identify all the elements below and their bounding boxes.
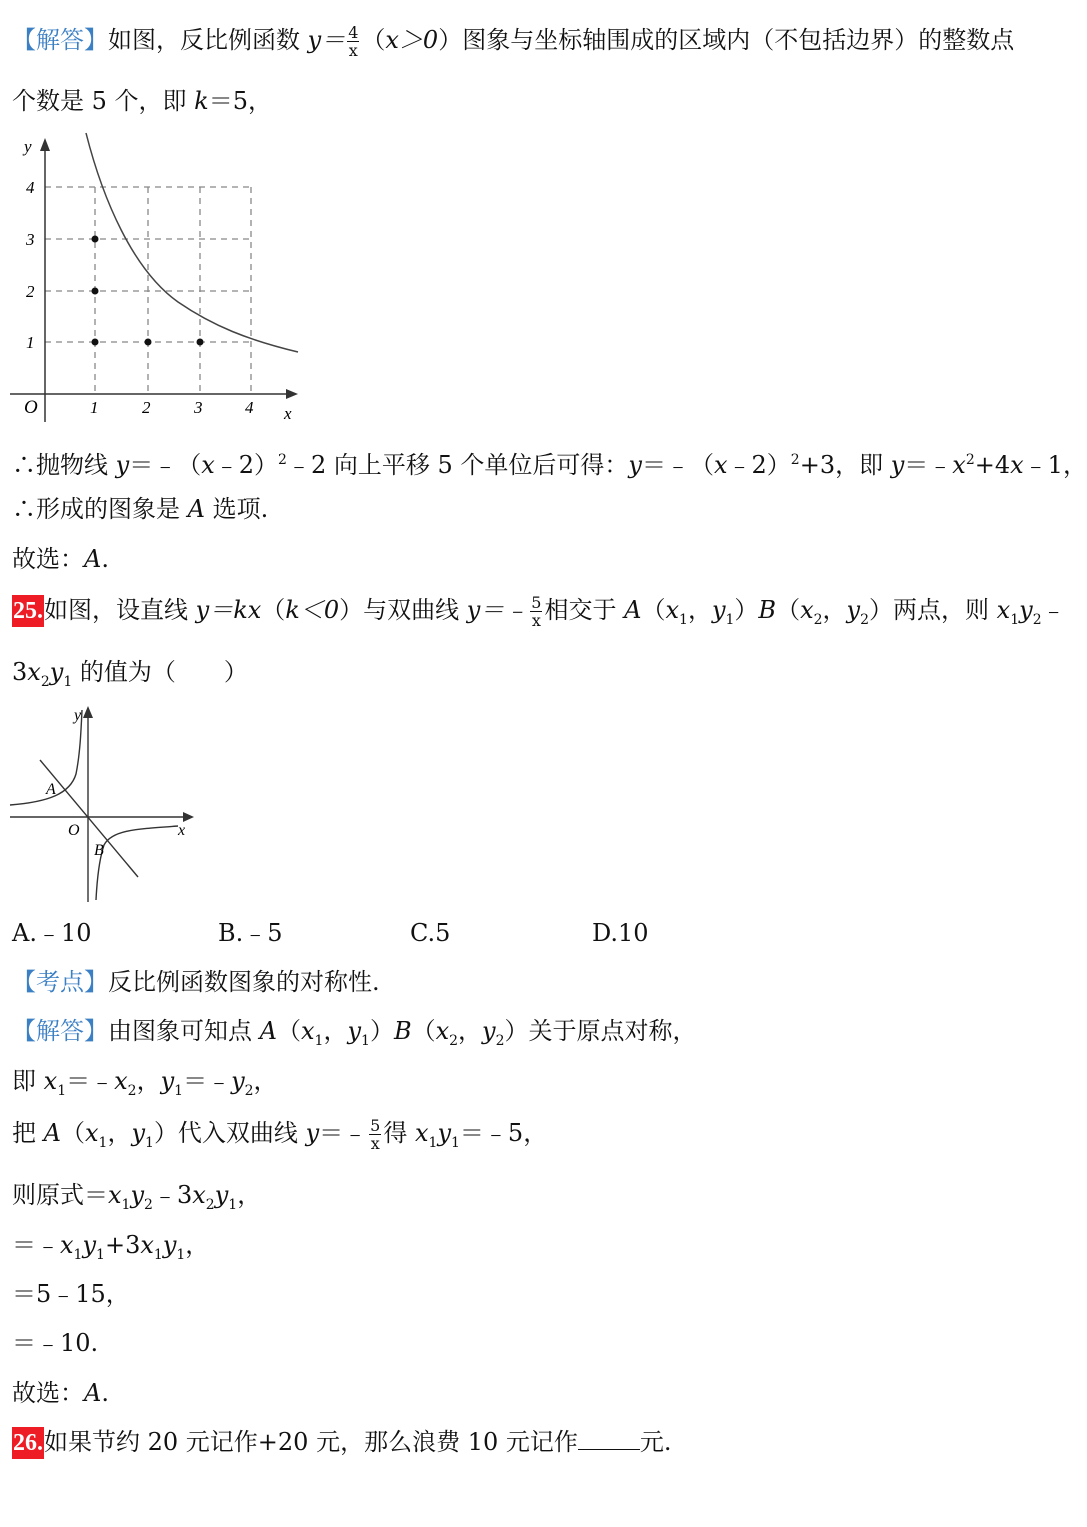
q24-solution-line-1: 【解答】如图，反比例函数 y＝ $\frac{4}{x}$ （x＞0）图象与坐标轴围成的区域内（不包括边界）的整数点 bbox=[12, 23, 1015, 60]
origin-label: O bbox=[68, 822, 80, 839]
y-tick-4: 4 bbox=[26, 178, 35, 197]
q25-stem-line-2: $3x_2y_1$ 的值为（ ） bbox=[12, 658, 248, 690]
x-axis-arrow bbox=[286, 389, 298, 399]
q25-solution-line-4: 则原式$=x_1y_2﹣3x_2y_1$， bbox=[12, 1181, 262, 1213]
y-axis-label: y bbox=[24, 137, 32, 156]
q26-stem: 26.如果节约 20 元记作+20 元，那么浪费 10 元记作 元. bbox=[12, 1427, 672, 1459]
fraction-5-over-x: $\frac{5}{x}$ bbox=[531, 593, 542, 630]
q25-solution-line-5: $=﹣x_1y_1+3x_1y_1$， bbox=[12, 1231, 210, 1263]
q25-solution-line-1: 【解答】由图象可知点 $A(x_1$，$y_1)B(x_2$，$y_2$）关于原点对称， bbox=[12, 1017, 697, 1049]
line-y-kx bbox=[40, 760, 138, 877]
question-number-25: 25. bbox=[12, 595, 44, 627]
dashed-grid bbox=[45, 187, 251, 394]
point-A-label: A bbox=[46, 781, 56, 798]
q25-solution-line-3: 把 $A(x_1$，$y_1$）代入双曲线 y＝﹣ $\frac{5}{x}$ 得 $x_1y_1=﹣5$， bbox=[12, 1116, 548, 1153]
q25-solution-line-6: ＝5﹣15， bbox=[12, 1280, 130, 1308]
q25-knowledge-point: 【考点】反比例函数图象的对称性. bbox=[12, 968, 380, 996]
question-number-26: 26. bbox=[12, 1427, 44, 1459]
q24-solution-line-4: ∴形成的图象是 A 选项. bbox=[12, 495, 269, 523]
q25-final-answer: 故选：A. bbox=[12, 1379, 109, 1407]
q24-final-answer: 故选：A. bbox=[12, 545, 109, 573]
y-axis-arrow bbox=[40, 138, 50, 151]
y-tick-3: 3 bbox=[26, 230, 35, 249]
answer-blank[interactable] bbox=[578, 1449, 640, 1450]
hyperbola-curve bbox=[86, 133, 298, 352]
origin-label: O bbox=[24, 397, 38, 418]
y-axis-label: y bbox=[74, 707, 82, 724]
x-axis-label: x bbox=[178, 822, 186, 839]
q24-solution-line-3: ∴抛物线 y＝﹣（x﹣2）$^2$﹣2 向上平移 5 个单位后可得：y＝﹣（x﹣2）$^2$+3，即 $y=﹣x^2+4x﹣1$， bbox=[12, 451, 1087, 479]
option-a[interactable]: A.﹣10 bbox=[12, 919, 92, 947]
x-tick-2: 2 bbox=[142, 398, 151, 417]
answer-label: 【解答】 bbox=[12, 26, 108, 54]
kaodian-label: 【考点】 bbox=[12, 968, 108, 996]
option-c[interactable]: C.5 bbox=[410, 919, 451, 947]
x-tick-3: 3 bbox=[194, 398, 203, 417]
q24-solution-line-2: 个数是 5 个，即 k＝5， bbox=[12, 87, 272, 115]
option-d[interactable]: D.10 bbox=[592, 919, 649, 947]
point-B-label: B bbox=[94, 842, 104, 859]
fraction-5-over-x: $\frac{5}{x}$ bbox=[370, 1116, 381, 1153]
inverse-function-graph bbox=[8, 130, 308, 430]
q25-stem-line-1: 25.如图，设直线 y＝kx（k＜0）与双曲线 y＝﹣ $\frac{5}{x}$ 相交于 $A(x_1$，$y_1)B(x_2$，$y_2$）两点，则 $x_1y_2﹣$ bbox=[13, 593, 1066, 630]
q25-solution-line-2: 即 $x_1=﹣x_2$，$y_1=﹣y_2$， bbox=[12, 1067, 278, 1099]
line-hyperbola-graph bbox=[8, 702, 198, 907]
y-tick-2: 2 bbox=[26, 282, 35, 301]
option-b[interactable]: B.﹣5 bbox=[218, 919, 283, 947]
y-axis-arrow bbox=[83, 706, 93, 718]
x-axis-label: x bbox=[284, 404, 292, 423]
q25-solution-line-7: ＝﹣10. bbox=[12, 1329, 99, 1357]
fraction-4-over-x: $\frac{4}{x}$ bbox=[348, 23, 359, 60]
x-tick-4: 4 bbox=[245, 398, 254, 417]
answer-label: 【解答】 bbox=[12, 1017, 108, 1045]
hyperbola-branch-lower-right bbox=[96, 826, 178, 900]
x-axis-arrow bbox=[183, 812, 194, 822]
x-tick-1: 1 bbox=[90, 398, 99, 417]
y-tick-1: 1 bbox=[26, 333, 35, 352]
